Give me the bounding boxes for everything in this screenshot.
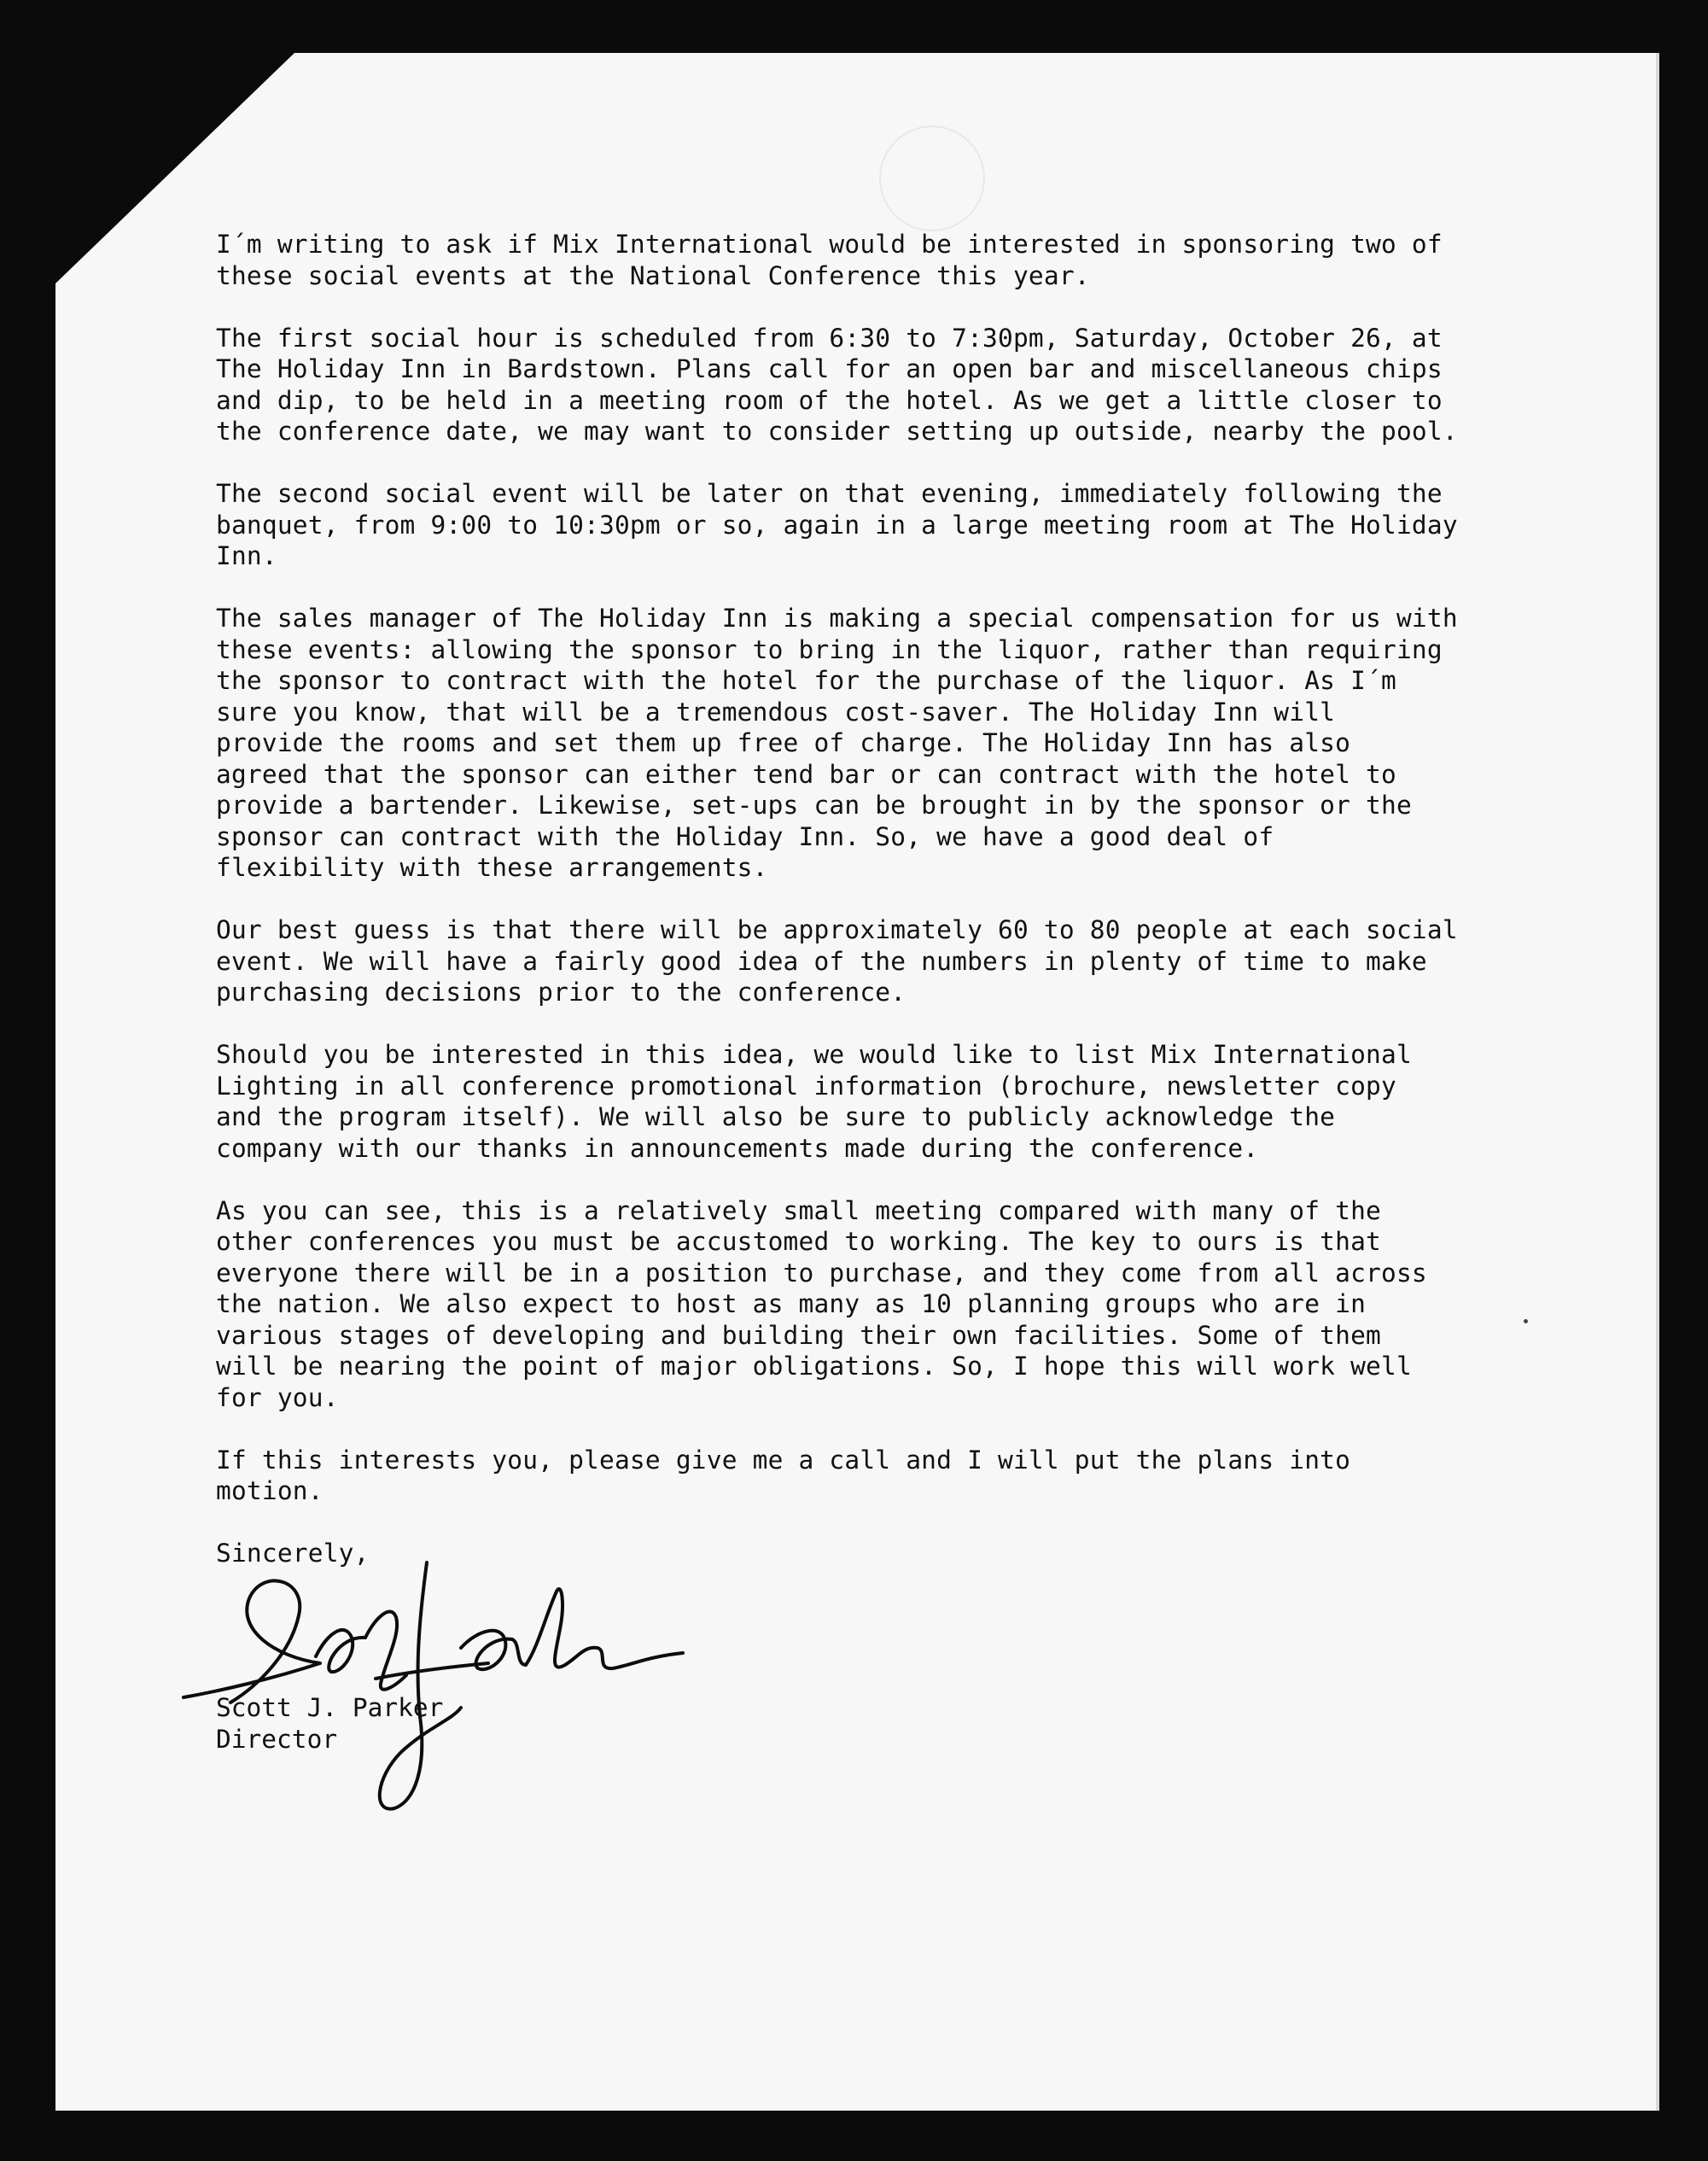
signer-title: Director — [216, 1724, 338, 1754]
paragraph-request: I´m writing to ask if Mix International would be interested in sponsoring two of these social events at the National Conference this year. — [216, 230, 1443, 290]
paragraph-sponsor-recognition: Should you be interested in this idea, we would like to list Mix International Lighting in all conference promotional information (brochure, newsletter copy and the program itself). We will also be sure to publicly acknowledge the company with our thanks in announcements made during the conference. — [216, 1040, 1412, 1163]
scan-speck — [1524, 1319, 1528, 1323]
paragraph-hotel-arrangements: The sales manager of The Holiday Inn is making a special compensation for us with these events: allowing the sponsor to bring in the liquor, rather than requiring the sponsor to contract with the hotel for the purchase of the liquor. As I´m sure you know, that will be a tremendous cost-saver. The Holiday Inn will provide the rooms and set them up free of charge. The Holiday Inn has also agreed that the sponsor can either tend bar or can contract with the hotel to provide a bartender. Likewise, set-ups can be brought in by the sponsor or the sponsor can contract with the Holiday Inn. So, we have a good deal of flexibility with these arrangements. — [216, 604, 1458, 882]
handwritten-signature — [171, 1528, 708, 1819]
letter-body — [216, 229, 1530, 1569]
paragraph-meeting-size: As you can see, this is a relatively small meeting compared with many of the other conferences you must be accustomed to working. The key to ours is that everyone there will be in a position to purchase, and they come from all across the nation. We also expect to host as many as 10 planning groups who are in various stages of developing and building their own facilities. Some of them will be nearing the point of major obligations. So, I hope this will work well for you. — [216, 1195, 1427, 1412]
sheet-edge — [1656, 53, 1659, 2111]
paragraph-first-social-hour: The first social hour is scheduled from 6:30 to 7:30pm, Saturday, October 26, at The Holiday Inn in Bardstown. Plans call for an open bar and miscellaneous chips and dip, to be held in a meeting room of the hotel. As we get a little closer to the conference date, we may want to consider setting up outside, nearby the pool. — [216, 323, 1458, 446]
closing-salutation: Sincerely, — [216, 1539, 370, 1568]
paragraph-second-social-event: The second social event will be later on that evening, immediately following the banquet, from 9:00 to 10:30pm or so, again in a large meeting room at The Holiday Inn. — [216, 479, 1458, 570]
signer-name: Scott J. Parker — [216, 1693, 444, 1722]
paragraph-call-to-action: If this interests you, please give me a call and I will put the plans into motion. — [216, 1445, 1351, 1505]
signature-block — [216, 1692, 443, 1755]
paragraph-attendance-estimate: Our best guess is that there will be approximately 60 to 80 people at each social event. We will have a fairly good idea of the numbers in plenty of time to make purchasing decisions prior to the conference. — [216, 915, 1458, 1007]
watermark-seal — [879, 126, 985, 231]
